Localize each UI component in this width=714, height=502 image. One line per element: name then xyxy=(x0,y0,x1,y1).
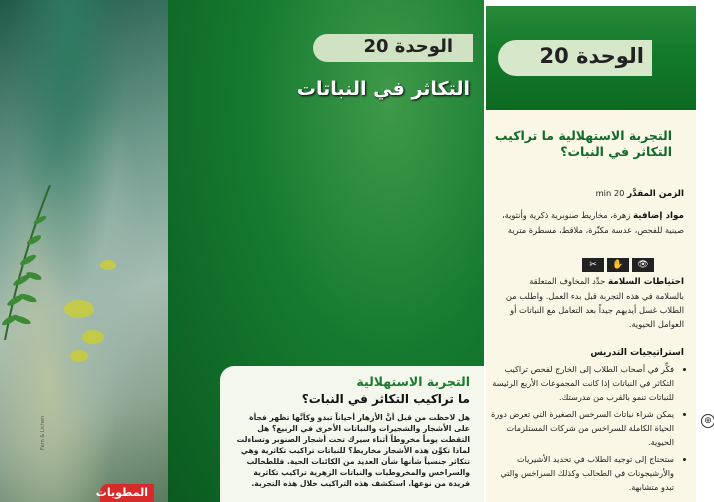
safety-text: حدِّد المخاوف المتعلقة بالسلامة في هذه التجربة قبل بدء العمل. واطلب من الطلاب غسل أيديهم جيداً بعد التعامل مع النباتات أو العوامل الحيوية. xyxy=(505,276,684,329)
header-rule xyxy=(486,0,696,6)
sidebar-header xyxy=(486,0,696,110)
lichen-patch xyxy=(70,350,88,362)
time-row xyxy=(498,186,684,201)
foldables-badge[interactable] xyxy=(95,484,154,502)
fern-icon xyxy=(0,180,60,340)
list-item: • ستحتاج إلى توجيه الطلاب في تحديد الأشيريات والأرشيجونات في الطحالب وكذلك السراخس والتي تبدو متشابهة. xyxy=(486,452,674,494)
teacher-sidebar xyxy=(486,0,696,502)
spine-credit: Fern & Lichen xyxy=(40,415,46,450)
unit-label: الوحدة 20 xyxy=(363,36,453,57)
safety-icons xyxy=(582,258,654,272)
unit-title: التكاثر في النباتات xyxy=(296,78,470,100)
sidebar-unit-label: الوحدة 20 xyxy=(539,44,644,68)
launch-lab-box xyxy=(220,366,484,502)
time-label: الزمن المقدَّر xyxy=(627,189,684,199)
foldables-label: المطويات xyxy=(95,486,148,499)
scissors-icon: ✂ xyxy=(582,258,604,272)
lichen-patch xyxy=(82,330,104,344)
time-value: 20 min xyxy=(595,188,625,198)
registration-mark-icon: ⊕ xyxy=(701,414,714,428)
list-item: • يمكن شراء نباتات السرخس الصغيرة التي تعرض دورة الحياة الكاملة للسراخس من شركات المستلزمات الحيوية. xyxy=(486,407,674,449)
launch-lab-question: ما تراكيب التكاثر في النبات؟ xyxy=(301,392,470,406)
lichen-patch xyxy=(64,300,94,318)
cover-photo xyxy=(0,0,168,502)
sidebar-title: التجربة الاستهلالية ما تراكيب التكاثر في النبات؟ xyxy=(494,128,672,159)
materials-text: زهرة، مخاريط صنوبرية ذكرية وأنثوية، صينية للفحص، عدسة مكبِّرة، ملاقط، مسطرة مترية xyxy=(501,210,684,235)
eye-icon: 👁 xyxy=(632,258,654,272)
hand-icon: ✋ xyxy=(607,258,629,272)
lichen-patch xyxy=(100,260,116,270)
launch-lab-body: هل لاحظت من قبل أنَّ الأزهار أحياناً تبدو وكأنَّها تظهر فجأة على الأشجار والشجيرات والنباتات الأخرى في الربيع؟ هل التقطت يوماً مخروطاً أثناء سيرك تحت أشجار الصنوبر وتساءلت لماذا تكوِّن هذه الأشجار مخاريط؟ للنباتات تراكيب تكاثرية وهي تتكاثر جنسياً شأنها شأن العديد من الكائنات الحية. فللطحالب والسراخس والمخروطيات والنباتات الزهرية تراكيب تكاثرية فريدة من نوعها. استكشف هذه التراكيب خلال هذه التجربة. xyxy=(236,413,470,488)
strategies-heading: استراتيجيات التدريس xyxy=(590,348,684,358)
sidebar-unit-pill xyxy=(498,40,652,76)
safety-label: احتياطات السلامة xyxy=(607,277,684,287)
materials-label: مواد إضافية xyxy=(632,211,684,221)
safety-block xyxy=(498,274,684,331)
launch-lab-heading: التجربة الاستهلالية xyxy=(356,374,470,389)
unit-cover xyxy=(168,0,484,502)
list-item: • فكِّر في أصحاب الطلاب إلى الخارج لفحص تراكيب التكاثر في النباتات إذا كانت المجموعات الأربع الرئيسة للنباتات تنمو بالقرب من مدرستك. xyxy=(486,362,674,404)
unit-label-pill xyxy=(313,34,473,62)
materials-block xyxy=(498,208,684,237)
strategies-list xyxy=(486,362,684,497)
